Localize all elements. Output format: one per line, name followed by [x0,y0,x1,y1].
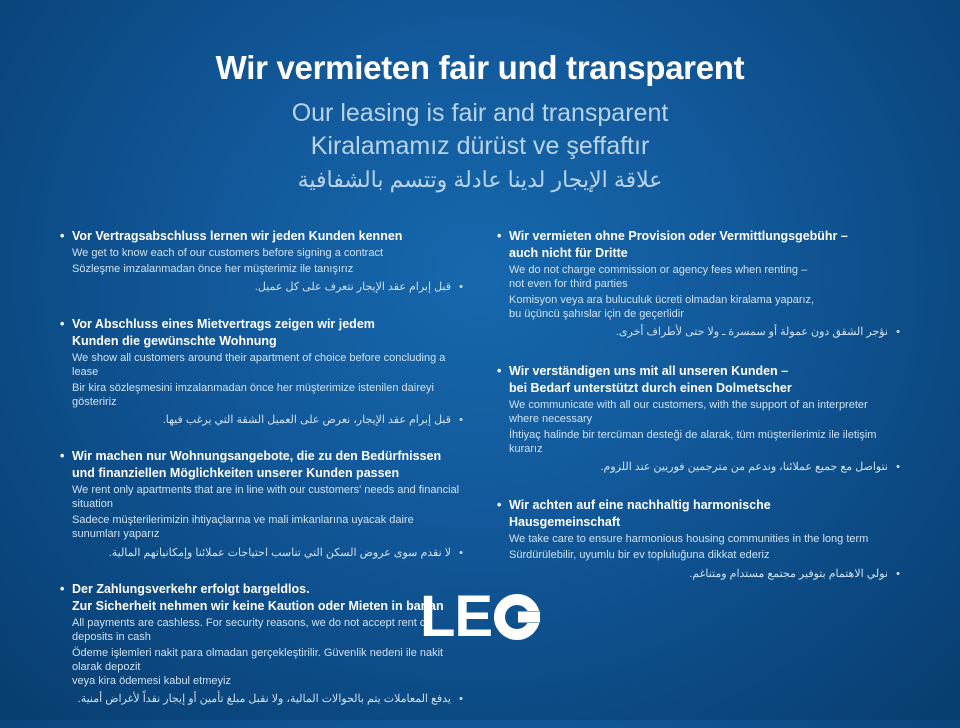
item-de: • Wir machen nur Wohnungsangebote, die zu den Bedürfnissen [60,448,463,464]
item-ar: • نولي الاهتمام بتوفير مجتمع مستدام ومتناغم. [497,567,900,582]
item-ar: • قبل إبرام عقد الإيجار، نعرض على العميل الشقة التي يرغب فيها. [60,413,463,428]
item-ar: • نتواصل مع جميع عملائنا، وندعم من مترجمين فوريين عند اللزوم. [497,460,900,475]
item-tr-line2: bu üçüncü şahıslar için de geçerlidir [509,308,684,321]
item-de-line2: Zur Sicherheit nehmen wir keine Kaution oder Mieten in bar an [72,598,444,613]
item-tr: Sadece müşterilerimizin ihtiyaçlarına ve mali imkanlarına uyacak daire sunumları yaparız [72,514,414,541]
page-title-ar: علاقة الإيجار لدينا عادلة وتتسم بالشفافية [297,167,663,193]
logo-wordmark [419,584,540,649]
right-column [497,228,900,728]
item-tr: Bir kira sözleşmesini imzalanmadan önce her müşterimize istenilen daireyi gösteririz [72,381,434,408]
item-en: We rent only apartments that are in line with our customers' needs and financial situation [72,484,460,511]
item-en: We do not charge commission or agency fees when renting – [509,264,808,276]
item-en: We communicate with all our customers, with the support of an interpreter [509,398,868,411]
item-de-line2: und finanziellen Möglichkeiten unserer Kunden passen [72,466,400,481]
headings-block [0,0,960,195]
item-tr: Ödeme işlemleri nakit para olmadan gerçekleştirilir. Güvenlik nedeni ile nakit olarak depozit [72,647,444,674]
list-item [60,448,463,561]
item-en-line2: where necessary [509,412,593,425]
item-en-line2: not even for third parties [509,278,628,291]
item-ar: • يدفع المعاملات يتم بالحوالات المالية، ولا نقبل مبلغ تأمين أو إيجار نقداً لأغراض أمنية. [60,692,463,707]
item-en: We show all customers around their apartment of choice before concluding a lease [72,351,446,378]
logo-g-icon [494,594,540,640]
logo-letters: LE [419,584,493,649]
list-item [497,228,900,341]
item-tr: Sürdürülebilir, uyumlu bir ev topluluğuna dikkat ederiz [509,549,770,562]
list-item [497,497,900,582]
left-column [60,228,463,728]
item-de-line2: bei Bedarf unterstützt durch einen Dolmetscher [509,380,792,395]
item-de: • Vor Abschluss eines Mietvertrags zeigen wir jedem [60,316,463,332]
item-de-line2: auch nicht für Dritte [509,246,628,260]
item-tr: Sözleşme imzalanmadan önce her müşterimiz ile tanışırız [72,263,354,276]
item-de: • Wir achten auf eine nachhaltig harmonische [497,497,900,513]
item-en: We get to know each of our customers before signing a contract [72,247,384,259]
item-de: • Wir vermieten ohne Provision oder Vermittlungsgebühr – [497,228,900,244]
content-columns [0,228,960,728]
list-item [60,228,463,296]
item-de-line2: Kunden die gewünschte Wohnung [72,333,277,348]
page-title-en: Our leasing is fair and transparent [291,98,669,127]
item-de: • Wir verständigen uns mit all unseren Kunden – [497,363,900,379]
item-en: All payments are cashless. For security reasons, we do not accept rent or deposits in cash [72,616,430,644]
item-de-line2: Hausgemeinschaft [509,515,621,530]
item-ar: • لا نقدم سوى عروض السكن التي تناسب احتياجات عملائنا وإمكانياتهم المالية. [60,546,463,561]
item-de: • Der Zahlungsverkehr erfolgt bargeldlos. [60,581,463,597]
item-tr-line2: veya kira ödemesi kabul etmeyiz [72,675,231,688]
item-tr: İhtiyaç halinde bir tercüman desteği de alarak, tüm müşterilerimiz ile iletişim kurarız [509,428,877,455]
item-en: We take care to ensure harmonious housing communities in the long term [509,533,869,546]
page-title-de: Wir vermieten fair und transparent [215,49,745,86]
item-tr: Komisyon veya ara buluculuk ücreti olmadan kiralama yaparız, [509,294,815,307]
item-ar: • قبل إبرام عقد الإيجار نتعرف على كل عميل. [60,280,463,295]
item-de: • Vor Vertragsabschluss lernen wir jeden Kunden kennen [60,228,463,244]
item-ar: • نؤجر الشقق دون عمولة أو سمسرة ـ ولا حتى لأطراف أخرى. [497,325,900,340]
list-item [60,316,463,429]
leg-logo [0,584,960,649]
list-item [497,363,900,476]
page-title-tr: Kiralamamız dürüst ve şeffaftır [310,131,650,160]
